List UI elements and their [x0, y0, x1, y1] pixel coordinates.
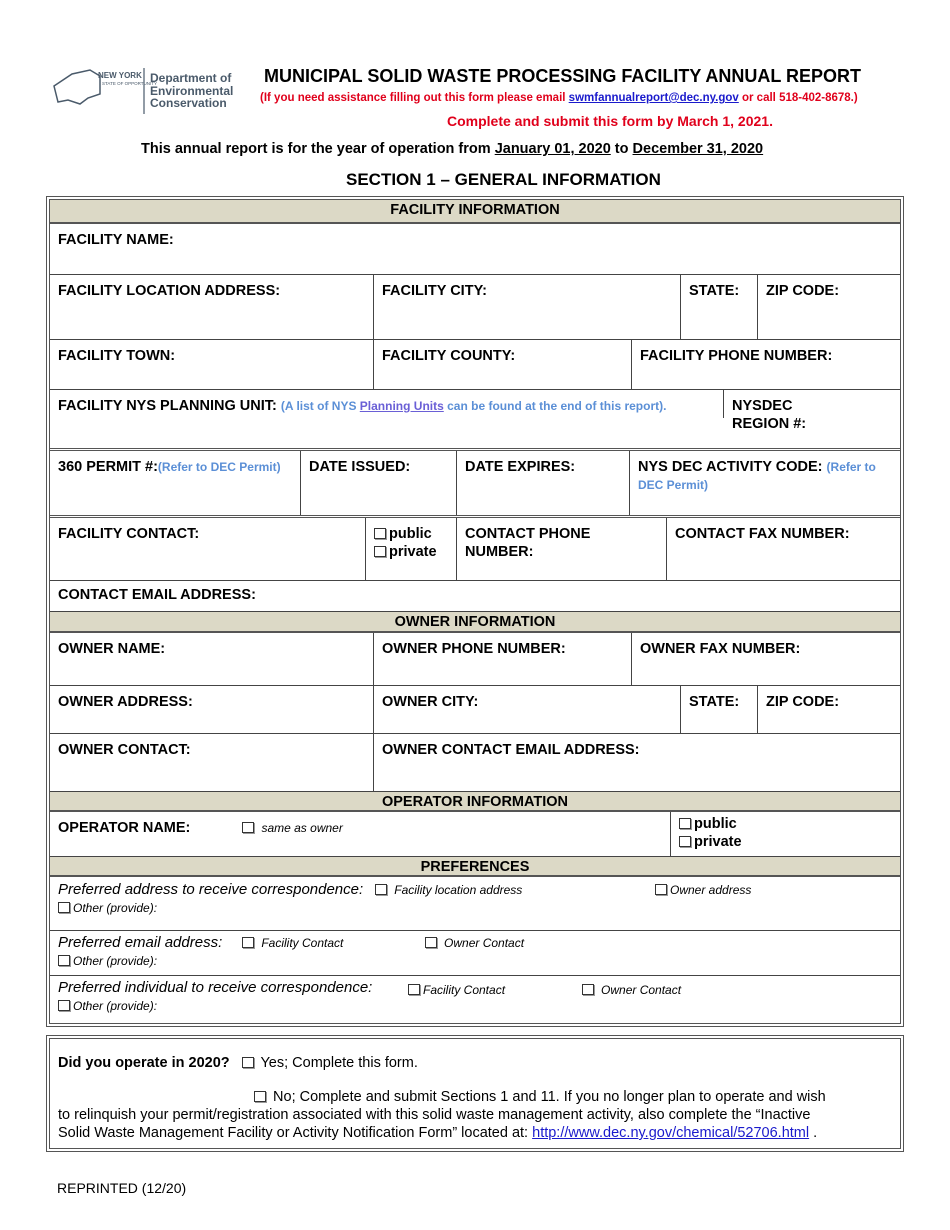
general-info-form — [49, 199, 901, 1024]
operator-public-option[interactable]: public — [679, 815, 892, 833]
assistance-email-link[interactable]: swmfannualreport@dec.ny.gov — [568, 92, 739, 104]
facility-phone-field[interactable]: FACILITY PHONE NUMBER: — [631, 340, 900, 389]
operator-type-options — [670, 812, 900, 856]
owner-state-field[interactable]: STATE: — [680, 686, 757, 733]
date-issued-field[interactable]: DATE ISSUED: — [300, 451, 456, 515]
same-as-owner-option[interactable]: same as owner — [242, 820, 342, 836]
report-year-line: This annual report is for the year of operation from January 01, 2020 to December 31, 2020 — [141, 141, 764, 157]
operator-info-heading: OPERATOR INFORMATION — [50, 792, 900, 812]
operator-public-checkbox[interactable] — [679, 818, 691, 829]
operate-question: Did you operate in 2020? — [58, 1055, 230, 1071]
owner-fax-field[interactable]: OWNER FAX NUMBER: — [631, 633, 900, 685]
contact-private-option[interactable]: private — [374, 543, 448, 561]
logo-state-sub: STATE OF OPPORTUNITY — [102, 81, 158, 86]
permit-number-field[interactable]: 360 PERMIT #:(Refer to DEC Permit) — [58, 459, 281, 475]
contact-public-option[interactable]: public — [374, 525, 448, 543]
owner-phone-field[interactable]: OWNER PHONE NUMBER: — [373, 633, 631, 685]
pref-email-facility-option[interactable]: Facility Contact — [242, 935, 343, 951]
preferred-email-row: Preferred email address: Facility Contact Owner Contact Other (provide): — [50, 931, 900, 975]
nysdec-region-field[interactable]: NYSDEC REGION #: — [723, 390, 900, 418]
planning-units-link[interactable]: Planning Units — [359, 399, 444, 413]
owner-contact-email-field[interactable]: OWNER CONTACT EMAIL ADDRESS: — [373, 734, 900, 791]
public-checkbox[interactable] — [374, 528, 386, 539]
preferred-address-row: Preferred address to receive correspondence: Facility location address Owner address Other (provide): — [50, 877, 900, 930]
facility-town-field[interactable]: FACILITY TOWN: — [58, 348, 176, 364]
section-title: SECTION 1 – GENERAL INFORMATION — [346, 170, 661, 189]
facility-contact-field[interactable]: FACILITY CONTACT: — [58, 526, 200, 542]
facility-location-address-field[interactable]: FACILITY LOCATION ADDRESS: — [58, 283, 281, 299]
operator-name-field[interactable]: OPERATOR NAME: same as owner — [58, 820, 343, 836]
preferences-heading: PREFERENCES — [50, 857, 900, 877]
logo-state-name: NEW YORK — [98, 71, 142, 80]
operate-no-checkbox[interactable] — [254, 1091, 266, 1102]
facility-city-field[interactable]: FACILITY CITY: — [373, 275, 680, 339]
operation-status-box — [49, 1038, 901, 1149]
pref-address-owner-option[interactable]: Owner address — [655, 881, 751, 899]
operate-no-option[interactable]: No; Complete and submit Sections 1 and 11. If you no longer plan to operate and wish to relinquish your permit/registration associated with this solid waste management activity, also complete the “Inactive Solid Waste Management Facility or Activity Notification Form” located at: http://www.dec.ny.gov/chemical/52706.html . — [58, 1089, 826, 1141]
reprint-note: REPRINTED (12/20) — [57, 1180, 187, 1196]
pref-email-other-checkbox[interactable] — [58, 955, 70, 966]
pref-individual-facility-checkbox[interactable] — [408, 984, 420, 995]
operator-private-option[interactable]: private — [679, 833, 892, 851]
owner-city-field[interactable]: OWNER CITY: — [373, 686, 680, 733]
contact-fax-field[interactable]: CONTACT FAX NUMBER: — [666, 518, 900, 580]
contact-phone-field[interactable]: CONTACT PHONE NUMBER: — [456, 518, 666, 580]
facility-info-heading: FACILITY INFORMATION — [50, 200, 900, 224]
assistance-note: (If you need assistance filling out this form please email swmfannualreport@dec.ny.gov or call 518-402-8678.) — [260, 92, 858, 104]
pref-address-other-option[interactable]: Other (provide): — [58, 899, 892, 917]
facility-zip-field[interactable]: ZIP CODE: — [757, 275, 900, 339]
owner-info-heading: OWNER INFORMATION — [50, 612, 900, 633]
pref-email-owner-option[interactable]: Owner Contact — [425, 934, 524, 952]
facility-name-field[interactable]: FACILITY NAME: — [58, 232, 174, 248]
pref-individual-facility-option[interactable]: Facility Contact — [408, 981, 505, 999]
pref-address-facility-option[interactable]: Facility location address — [375, 882, 522, 898]
pref-address-owner-checkbox[interactable] — [655, 884, 667, 895]
operator-private-checkbox[interactable] — [679, 836, 691, 847]
operate-yes-option[interactable]: Yes; Complete this form. — [242, 1055, 418, 1071]
private-checkbox[interactable] — [374, 546, 386, 557]
operate-yes-checkbox[interactable] — [242, 1057, 254, 1068]
pref-individual-owner-checkbox[interactable] — [582, 984, 594, 995]
pref-email-other-option[interactable]: Other (provide): — [58, 952, 892, 970]
preferred-individual-row: Preferred individual to receive correspondence: Facility Contact Owner Contact Other (provide): — [50, 976, 900, 1025]
same-as-owner-checkbox[interactable] — [242, 822, 254, 833]
owner-contact-field[interactable]: OWNER CONTACT: — [58, 742, 191, 758]
pref-individual-other-checkbox[interactable] — [58, 1000, 70, 1011]
planning-unit-field[interactable]: FACILITY NYS PLANNING UNIT: (A list of NYS Planning Units can be found at the end of this report). — [58, 398, 667, 414]
date-expires-field[interactable]: DATE EXPIRES: — [456, 451, 629, 515]
logo-dept-text: Department of Environmental Conservation — [150, 71, 234, 110]
activity-code-field[interactable]: NYS DEC ACTIVITY CODE: (Refer to DEC Permit) — [629, 451, 900, 515]
pref-email-owner-checkbox[interactable] — [425, 937, 437, 948]
pref-email-facility-checkbox[interactable] — [242, 937, 254, 948]
owner-name-field[interactable]: OWNER NAME: — [58, 641, 166, 657]
owner-zip-field[interactable]: ZIP CODE: — [757, 686, 900, 733]
pref-individual-owner-option[interactable]: Owner Contact — [582, 981, 681, 999]
report-title: MUNICIPAL SOLID WASTE PROCESSING FACILITY ANNUAL REPORT — [264, 66, 862, 86]
inactive-form-link[interactable]: http://www.dec.ny.gov/chemical/52706.html — [532, 1125, 810, 1141]
pref-address-other-checkbox[interactable] — [58, 902, 70, 913]
contact-type-options — [365, 518, 456, 580]
pref-individual-other-option[interactable]: Other (provide): — [58, 997, 892, 1015]
pref-address-facility-checkbox[interactable] — [375, 884, 387, 895]
facility-county-field[interactable]: FACILITY COUNTY: — [373, 340, 631, 389]
contact-email-field[interactable]: CONTACT EMAIL ADDRESS: — [58, 587, 256, 603]
facility-state-field[interactable]: STATE: — [680, 275, 757, 339]
owner-address-field[interactable]: OWNER ADDRESS: — [58, 694, 193, 710]
due-date-note: Complete and submit this form by March 1, 2021. — [447, 113, 773, 129]
